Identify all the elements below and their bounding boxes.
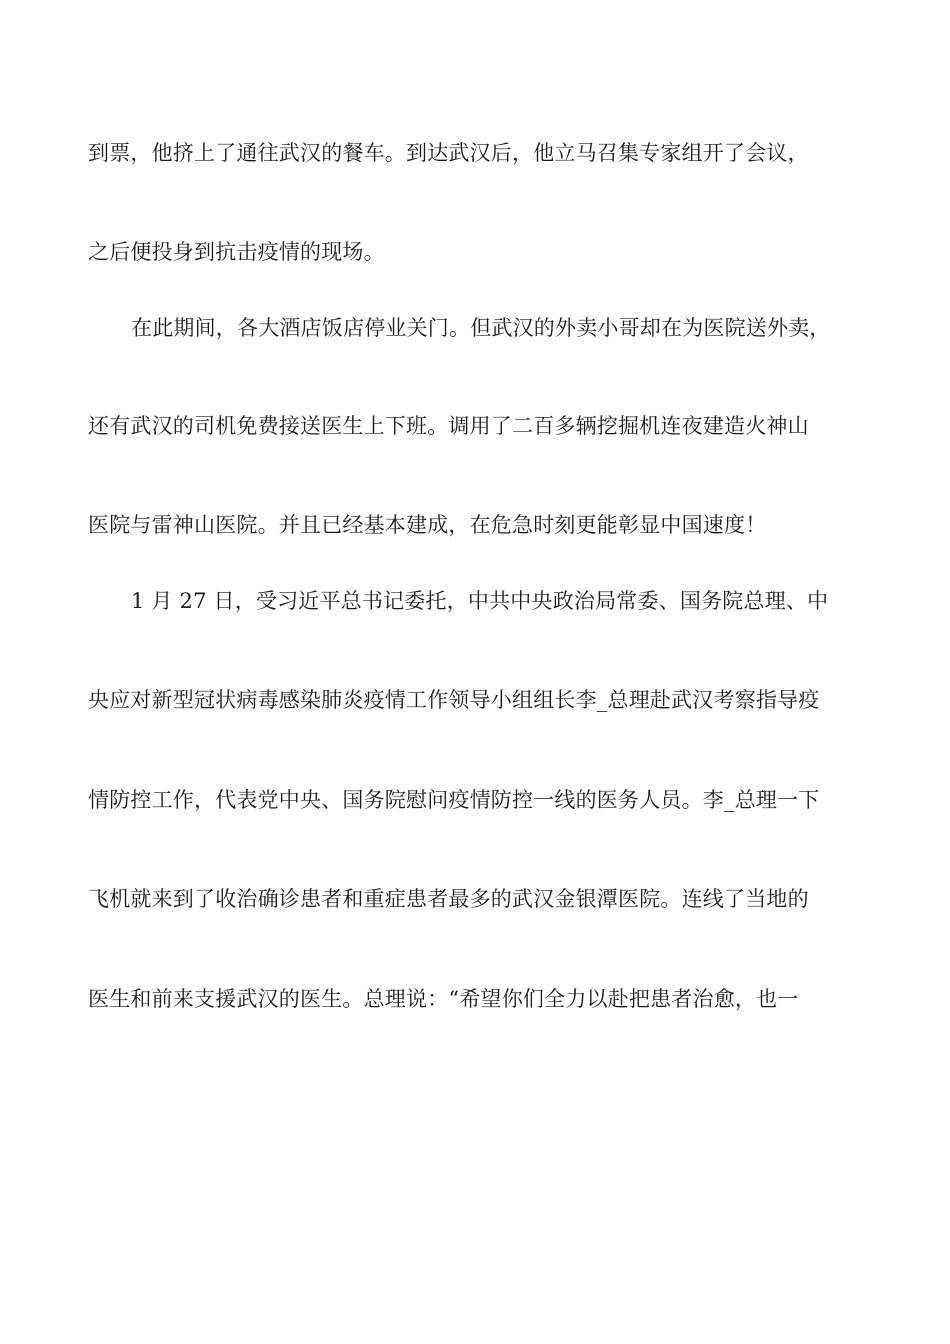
text-line: 到票，他挤上了通往武汉的餐车。到达武汉后，他立马召集专家组开了会议， [88, 141, 809, 165]
text-line: 医生和前来支援武汉的医生。总理说：“希望你们全力以赴把患者治愈，也一 [88, 987, 799, 1011]
text-line: 情防控工作，代表党中央、国务院慰问疫情防控一线的医务人员。李_总理一下 [88, 788, 820, 812]
text-line: 央应对新型冠状病毒感染肺炎疫情工作领导小组组长李_总理赴武汉考察指导疫 [88, 688, 820, 712]
paragraph-first-line: 在此期间，各大酒店饭店停业关门。但武汉的外卖小哥却在为医院送外卖， [131, 316, 831, 340]
text-line: 飞机就来到了收治确诊患者和重症患者最多的武汉金银潭医院。连线了当地的 [88, 887, 809, 911]
text-line: 之后便投身到抗击疫情的现场。 [88, 240, 385, 264]
paragraph-first-line: 1 月 27 日，受习近平总书记委托，中共中央政治局常委、国务院总理、中 [131, 589, 829, 613]
text-line: 医院与雷神山医院。并且已经基本建成，在危急时刻更能彰显中国速度！ [88, 513, 767, 537]
text-line: 还有武汉的司机免费接送医生上下班。调用了二百多辆挖掘机连夜建造火神山 [88, 414, 809, 438]
